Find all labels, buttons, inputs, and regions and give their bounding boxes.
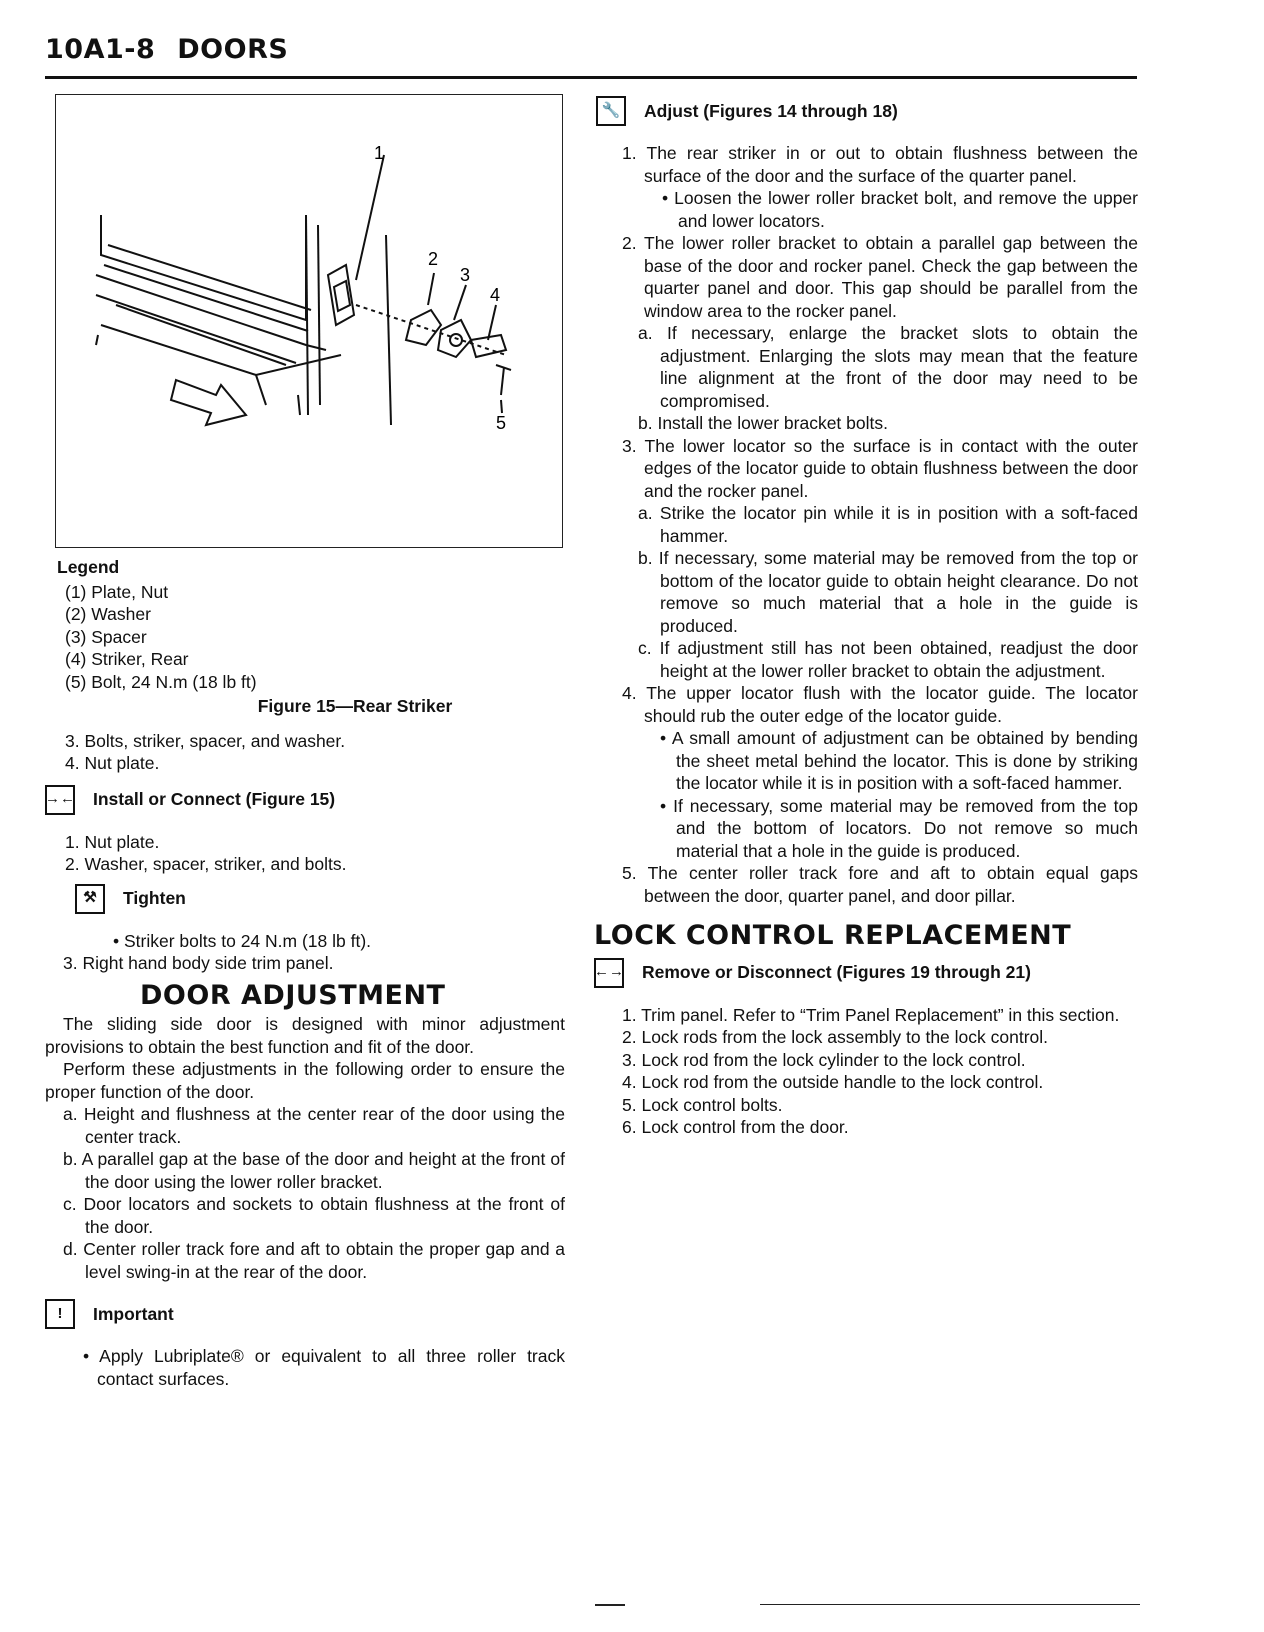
callout-1: 1: [374, 143, 385, 163]
page-header: [45, 34, 288, 65]
header-rule: [45, 76, 1137, 79]
list-item: 1. The rear striker in or out to obtain flushness between the surface of the door and the surface of the quarter panel.: [622, 143, 1138, 186]
list-item: a. Strike the locator pin while it is in position with a soft-faced hammer.: [638, 503, 1138, 546]
list-bullet: • Loosen the lower roller bracket bolt, and remove the upper and lower locators.: [662, 188, 1138, 231]
important-bullet: • Apply Lubriplate® or equivalent to all three roller track contact surfaces.: [83, 1346, 565, 1389]
legend-title: Legend: [57, 557, 120, 577]
install-list: [63, 831, 565, 876]
list-item: 4. Lock rod from the outside handle to the lock control.: [622, 1072, 1044, 1092]
footer-rule: [595, 1604, 625, 1606]
list-item: 4. Nut plate.: [65, 753, 160, 773]
legend-item: (5) Bolt, 24 N.m (18 lb ft): [65, 671, 257, 692]
footer-rule: [760, 1604, 1140, 1605]
remove-list-continued: [63, 730, 565, 775]
adjust-heading-row: [596, 96, 1138, 126]
list-item: 3. The lower locator so the surface is in contact with the outer edges of the locator guide to obtain flushness between the door and the rocker panel.: [622, 435, 1138, 501]
section-title: DOORS: [177, 34, 289, 65]
lock-control-heading: LOCK CONTROL REPLACEMENT: [594, 920, 1072, 951]
legend-item: (3) Spacer: [65, 626, 147, 647]
adjust-heading: Adjust (Figures 14 through 18): [644, 100, 898, 121]
section-number: 10A1-8: [45, 34, 156, 65]
list-item: b. Install the lower bracket bolts.: [638, 413, 888, 433]
legend-item: (4) Striker, Rear: [65, 649, 189, 669]
adjust-list: [620, 435, 1138, 503]
callout-5: 5: [496, 413, 507, 433]
door-adjustment-paragraph-1: The sliding side door is designed with minor adjustment provisions to obtain the best function and fit of the door.: [45, 1014, 565, 1057]
list-bullet: • A small amount of adjustment can be obtained by bending the sheet metal behind the locator. This is done by striking the locator while it is in position with a soft-faced hammer.: [660, 728, 1138, 793]
list-item: c. Door locators and sockets to obtain flushness at the front of the door.: [63, 1194, 565, 1237]
install-connect-icon: →←: [45, 785, 75, 815]
list-item: 1. Nut plate.: [65, 831, 160, 852]
important-heading: Important: [93, 1303, 174, 1324]
list-item: a. If necessary, enlarge the bracket slots to obtain the adjustment. Enlarging the slots may mean that the feature line alignment at the front of the door may need to be compromised.: [638, 323, 1138, 411]
remove-disconnect-icon: ←→: [594, 958, 624, 988]
install-heading: Install or Connect (Figure 15): [93, 789, 336, 810]
list-item: 2. The lower roller bracket to obtain a parallel gap between the base of the door and rocker panel. Check the gap between the quarter panel and door. This gap should be parallel from the window area to the rocker panel.: [622, 233, 1138, 321]
right-column: [594, 96, 1138, 1139]
list-item: d. Center roller track fore and aft to obtain the proper gap and a level swing-in at the rear of the door.: [63, 1239, 565, 1282]
list-item: 2. Washer, spacer, striker, and bolts.: [65, 854, 347, 874]
list-item: 5. Lock control bolts.: [622, 1094, 783, 1115]
lock-control-list: [620, 1004, 1138, 1139]
figure-rear-striker: [55, 94, 563, 548]
tighten-heading-row: [75, 884, 565, 914]
tighten-icon: ⚒: [75, 884, 105, 914]
adjust-list: [620, 862, 1138, 907]
callout-4: 4: [490, 285, 501, 305]
list-item: 3. Bolts, striker, spacer, and washer.: [65, 730, 346, 751]
rear-striker-illustration: [56, 95, 562, 547]
tighten-bullet: • Striker bolts to 24 N.m (18 lb ft).: [113, 930, 372, 951]
list-item: c. If adjustment still has not been obtained, readjust the door height at the lower roller bracket to obtain the adjustment.: [638, 638, 1138, 681]
adjust-list: [620, 142, 1138, 187]
figure-caption: Figure 15—Rear Striker: [257, 696, 453, 716]
adjust-wrench-icon: 🔧: [596, 96, 626, 126]
list-item: b. A parallel gap at the base of the door and height at the front of the door using the lower roller bracket.: [63, 1149, 565, 1192]
remove-heading-row: [594, 958, 1138, 988]
install-heading-row: [45, 785, 565, 815]
list-item: 3. Lock rod from the lock cylinder to the lock control.: [622, 1049, 1026, 1070]
list-item: 5. The center roller track fore and aft to obtain equal gaps between the door, quarter panel, and door pillar.: [622, 863, 1138, 906]
list-item: a. Height and flushness at the center rear of the door using the center track.: [63, 1104, 565, 1147]
adjustment-order-list: [45, 1103, 565, 1283]
list-item: 1. Trim panel. Refer to “Trim Panel Replacement” in this section.: [622, 1004, 1120, 1025]
legend-item: (2) Washer: [65, 604, 151, 624]
adjust-sublist: [620, 502, 1138, 682]
list-item: 6. Lock control from the door.: [622, 1117, 849, 1137]
legend-item: (1) Plate, Nut: [65, 581, 169, 602]
left-column: [45, 94, 565, 1390]
adjust-sublist: [620, 322, 1138, 435]
callout-2: 2: [428, 249, 439, 269]
adjust-list: [620, 682, 1138, 727]
list-item: 4. The upper locator flush with the locator guide. The locator should rub the outer edge of the locator guide.: [622, 683, 1138, 726]
list-bullet: • If necessary, some material may be removed from the top and the bottom of locators. Do not remove so much material that a hole in the guide is produced.: [660, 795, 1138, 861]
important-heading-row: [45, 1299, 565, 1329]
important-icon: !: [45, 1299, 75, 1329]
tighten-heading: Tighten: [123, 888, 186, 909]
list-item: 2. Lock rods from the lock assembly to the lock control.: [622, 1027, 1049, 1047]
door-adjustment-heading: DOOR ADJUSTMENT: [140, 979, 446, 1011]
install-item-3: 3. Right hand body side trim panel.: [63, 953, 334, 973]
legend-list: [65, 581, 565, 694]
adjust-list: [620, 232, 1138, 322]
list-item: b. If necessary, some material may be removed from the top or bottom of the locator guide to obtain height clearance. Do not remove so much material that a hole in the guide is produced.: [638, 548, 1138, 636]
remove-heading: Remove or Disconnect (Figures 19 through 21): [642, 962, 1031, 983]
door-adjustment-paragraph-2: Perform these adjustments in the following order to ensure the proper function of the door.: [45, 1059, 565, 1102]
callout-3: 3: [460, 265, 471, 285]
